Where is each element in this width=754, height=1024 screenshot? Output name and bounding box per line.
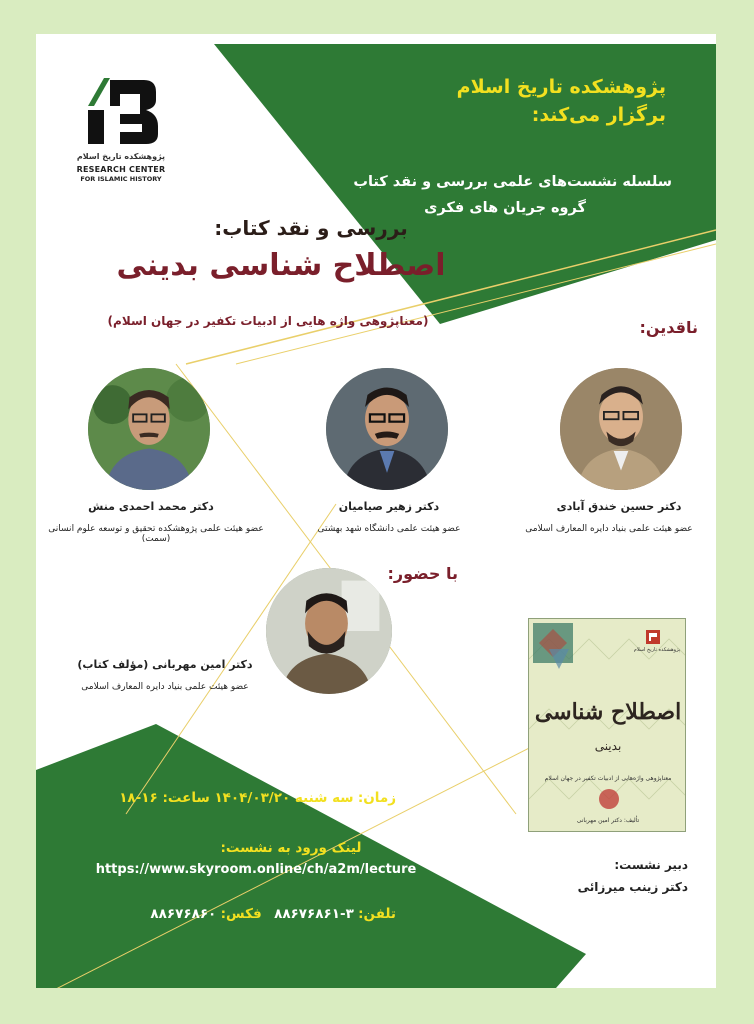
- contact-row: [106, 906, 396, 922]
- poster: [36, 34, 716, 988]
- phone-label: تلفن:: [358, 906, 396, 922]
- series-title: سلسله نشست‌های علمی بررسی و نقد کتاب: [353, 174, 672, 190]
- research-center-logo-icon: [80, 72, 160, 148]
- bottom-green-shape: [36, 724, 586, 988]
- person-avatar-icon: [560, 368, 682, 490]
- critic-1-name: دکتر حسین خندق آبادی: [556, 500, 682, 513]
- critic-2-photo: [326, 368, 448, 490]
- event-title: اصطلاح شناسی بدینی: [116, 248, 446, 283]
- critic-2-affiliation: عضو هیئت علمی دانشگاه شهد بهشتی: [317, 524, 461, 534]
- person-avatar-icon: [266, 568, 392, 694]
- time-row: [96, 790, 396, 806]
- critics-label: ناقدین:: [639, 318, 698, 337]
- time-value: سه شنبه ۱۴۰۴/۰۳/۲۰ ساعت: ۱۶-۱۸: [119, 790, 354, 806]
- book-author: تألیف: دکتر امین مهربانی: [576, 817, 640, 824]
- time-label: زمان:: [357, 790, 396, 806]
- link-url[interactable]: https://www.skyroom.online/ch/a2m/lecture: [95, 862, 417, 877]
- event-subtitle: (معناپژوهی واژه هایی از ادبیات تکفیر در جهان اسلام): [107, 314, 429, 328]
- title-top: بررسی و نقد کتاب:: [214, 216, 408, 240]
- book-title-2: بدینی: [594, 739, 622, 753]
- phone-value: ۳-۸۸۶۷۶۸۶۱: [274, 906, 354, 922]
- secretary-label: دبیر نشست:: [614, 858, 688, 872]
- author-affiliation: عضو هیئت علمی بنیاد دایره المعارف اسلامی: [81, 682, 249, 692]
- logo-text-en-2: FOR ISLAMIC HISTORY: [80, 175, 162, 183]
- critic-1-photo: [560, 368, 682, 490]
- person-avatar-icon: [88, 368, 210, 490]
- book-title: اصطلاح شناسی: [534, 699, 682, 725]
- critic-2-name: دکتر زهیر صیامیان: [338, 500, 440, 513]
- logo-text-en-1: RESEARCH CENTER: [76, 165, 166, 174]
- publisher-logo-icon: [645, 629, 661, 645]
- secretary-name: دکتر زینب میرزائی: [577, 880, 688, 894]
- book-subtitle: معناپژوهی واژه‌هایی از ادبیات تکفیر در جهان اسلام: [544, 775, 672, 782]
- critic-3-photo: [88, 368, 210, 490]
- logo-text-fa: پژوهشکده تاریخ اسلام: [76, 152, 166, 161]
- book-publisher: پژوهشکده تاریخ اسلام: [633, 647, 681, 653]
- book-cover: [528, 618, 686, 832]
- link-label: لینک ورود به نشست:: [220, 840, 362, 856]
- attendance-label: با حضور:: [387, 564, 458, 583]
- person-avatar-icon: [326, 368, 448, 490]
- host-line-2: برگزار می‌کند:: [531, 104, 666, 126]
- critic-1-affiliation: عضو هیئت علمی بنیاد دایره المعارف اسلامی: [525, 524, 693, 534]
- fax-label: فکس:: [220, 906, 262, 922]
- author-photo: [266, 568, 392, 694]
- group-title: گروه جریان های فکری: [424, 200, 586, 216]
- critic-3-affiliation: عضو هیئت علمی پژوهشکده تحقیق و توسعه علوم انسانی (سمت): [48, 524, 264, 544]
- critic-3-name: دکتر محمد احمدی منش: [88, 500, 214, 513]
- author-name: دکتر امین مهربانی (مؤلف کتاب): [77, 658, 253, 671]
- fax-value: ۸۸۶۷۶۸۶۰: [150, 906, 217, 922]
- host-line-1: پژوهشکده تاریخ اسلام: [456, 76, 666, 98]
